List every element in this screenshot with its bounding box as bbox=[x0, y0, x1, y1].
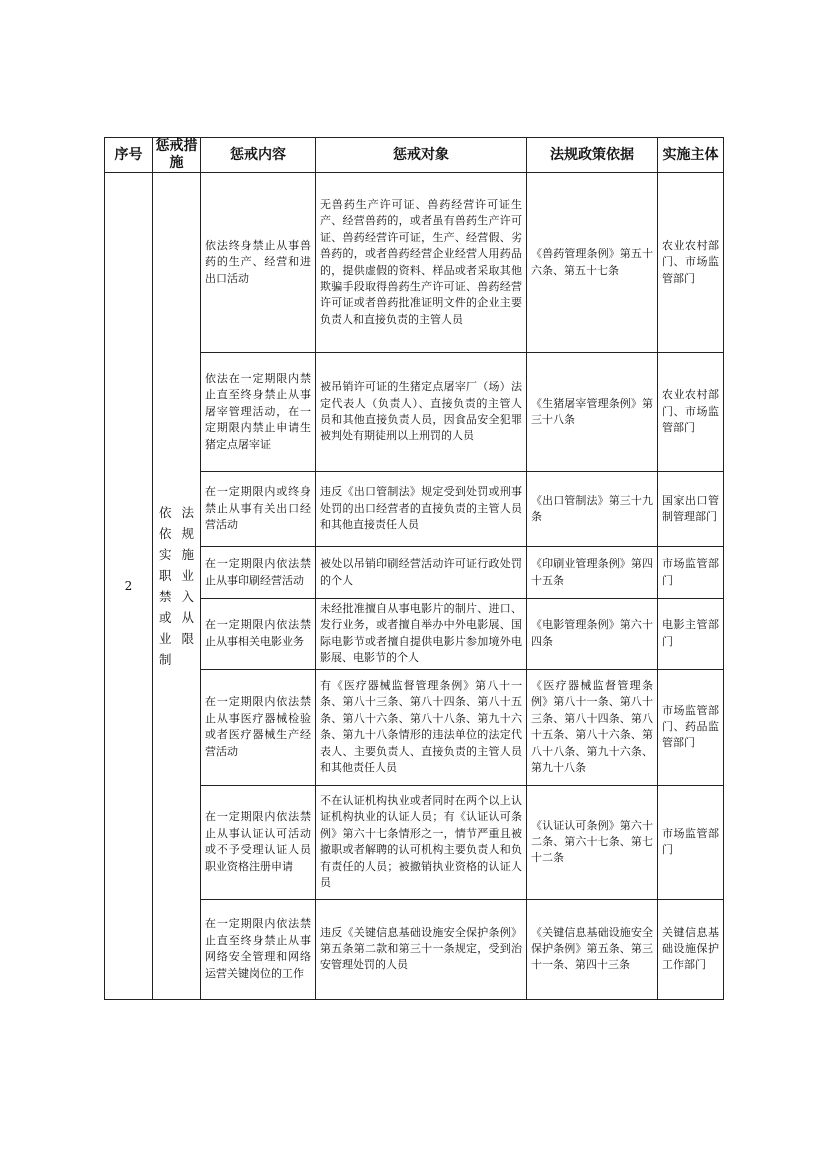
target-text: 违反《出口管制法》规定受到处罚或刑事处罚的出口经营者的直接负责的主管人员和其他直接责任人员 bbox=[320, 485, 522, 532]
content-text: 在一定期限内依法禁止从事相关电影业务 bbox=[205, 618, 311, 648]
basis-text: 《认证认可条例》第六十二条、第六十七条、第七十二条 bbox=[531, 818, 653, 865]
content-cell bbox=[201, 899, 316, 999]
dept-text: 市场监管部门 bbox=[662, 826, 719, 857]
dept-text: 关键信息基础设施保护工作部门 bbox=[662, 925, 719, 972]
target-text: 被吊销许可证的生猪定点屠宰厂（场）法定代表人（负责人）、直接负责的主管人员和其他直接负责人员，因食品安全犯罪被判处有期徒刑以上刑罚的人员 bbox=[320, 380, 522, 443]
basis-cell bbox=[527, 599, 658, 670]
content-cell bbox=[201, 173, 316, 353]
target-cell bbox=[316, 785, 527, 899]
content-cell bbox=[201, 599, 316, 670]
target-cell bbox=[316, 173, 527, 353]
basis-text: 《医疗器械监督管理条例》第八十一条、第八十三条、第八十四条、第八十五条、第八十六条、第八十八条、第九十六条、第九十八条 bbox=[531, 678, 653, 774]
dept-text: 市场监管部门 bbox=[662, 557, 719, 587]
content-cell bbox=[201, 353, 316, 472]
dept-text: 农业农村部门、市场监管部门 bbox=[662, 238, 719, 285]
basis-text: 《出口管制法》第三十九条 bbox=[531, 493, 653, 523]
content-cell bbox=[201, 472, 316, 547]
target-text: 违反《关键信息基础设施安全保护条例》第五条第二款和第三十一条规定，受到治安管理处罚的人员 bbox=[320, 925, 522, 972]
dept-cell bbox=[658, 173, 724, 353]
content-text: 在一定期限内依法禁止直至终身禁止从事网络安全管理和网络运营关键岗位的工作 bbox=[205, 917, 311, 980]
basis-cell bbox=[527, 669, 658, 785]
target-text: 未经批准擅自从事电影片的制片、进口、发行业务，或者擅自举办中外电影展、国际电影节或者擅自提供电影片参加境外电影展、电影节的个人 bbox=[320, 602, 522, 665]
content-cell bbox=[201, 547, 316, 599]
basis-cell bbox=[527, 353, 658, 472]
basis-cell bbox=[527, 472, 658, 547]
dept-cell bbox=[658, 785, 724, 899]
dept-cell bbox=[658, 669, 724, 785]
basis-cell bbox=[527, 785, 658, 899]
content-text: 在一定期限内依法禁止从事医疗器械检验或者医疗器械生产经营活动 bbox=[205, 695, 311, 758]
content-text: 在一定期限内或终身禁止从事有关出口经营活动 bbox=[205, 485, 311, 532]
target-cell bbox=[316, 669, 527, 785]
basis-text: 《生猪屠宰管理条例》第三十八条 bbox=[531, 396, 653, 426]
content-cell bbox=[201, 669, 316, 785]
dept-cell bbox=[658, 353, 724, 472]
basis-cell bbox=[527, 899, 658, 999]
target-cell bbox=[316, 899, 527, 999]
content-text: 在一定期限内依法禁止从事印刷经营活动 bbox=[205, 557, 311, 587]
table-header-row bbox=[105, 138, 724, 173]
dept-text: 市场监管部门、药品监管部门 bbox=[662, 703, 719, 750]
target-cell bbox=[316, 353, 527, 472]
basis-text: 《电影管理条例》第六十四条 bbox=[531, 618, 653, 648]
target-text: 无兽药生产许可证、兽药经营许可证生产、经营兽药的，或者虽有兽药生产许可证、兽药经营许可证，生产、经营假、劣兽药的，或者兽药经营企业经营人用药品的，提供虚假的资料、样品或者采取其他欺骗手段取得兽药生产许可证、兽药经营许可证或者兽药批准证明文件的企业主要负责人和直接负责的主管人员 bbox=[320, 197, 522, 326]
dept-cell bbox=[658, 599, 724, 670]
dept-cell bbox=[658, 547, 724, 599]
target-cell bbox=[316, 599, 527, 670]
content-cell bbox=[201, 785, 316, 899]
target-text: 不在认证机构执业或者同时在两个以上认证机构执业的认证人员；有《认证认可条例》第六十七条情形之一，情节严重且被撤职或者解聘的认可机构主要负责人和负有责任的人员；被撤销执业资格的认证人员 bbox=[320, 793, 522, 889]
basis-text: 《关键信息基础设施安全保护条例》第五条、第三十一条、第四十三条 bbox=[531, 925, 653, 972]
content-text: 依法终身禁止从事兽药的生产、经营和进出口活动 bbox=[205, 238, 311, 285]
header-content: 惩戒内容 bbox=[201, 138, 316, 173]
measure-text: 依法依规实施职业禁入或从业限制 bbox=[159, 504, 194, 667]
target-text: 被处以吊销印刷经营活动许可证行政处罚的个人 bbox=[320, 557, 522, 587]
basis-cell bbox=[527, 173, 658, 353]
basis-text: 《兽药管理条例》第五十六条、第五十七条 bbox=[531, 247, 653, 277]
target-text: 有《医疗器械监督管理条例》第八十一条、第八十三条、第八十四条、第八十五条、第八十六条、第八十八条、第九十六条、第九十八条情形的违法单位的法定代表人、主要负责人、直接负责的主管人员和其他责任人员 bbox=[320, 678, 522, 774]
dept-text: 农业农村部门、市场监管部门 bbox=[662, 388, 719, 435]
dept-cell bbox=[658, 472, 724, 547]
dept-text: 国家出口管制管理部门 bbox=[662, 493, 719, 523]
dept-text: 电影主管部门 bbox=[662, 618, 719, 648]
punishment-table bbox=[104, 137, 724, 1000]
measure-cell bbox=[153, 173, 201, 1000]
basis-text: 《印刷业管理条例》第四十五条 bbox=[531, 557, 653, 587]
header-seq: 序号 bbox=[105, 138, 153, 173]
target-cell bbox=[316, 547, 527, 599]
header-dept: 实施主体 bbox=[658, 138, 724, 173]
target-cell bbox=[316, 472, 527, 547]
content-text: 在一定期限内依法禁止从事认证认可活动或不予受理认证人员职业资格注册申请 bbox=[205, 810, 311, 873]
table-row bbox=[105, 173, 724, 353]
header-target: 惩戒对象 bbox=[316, 138, 527, 173]
header-measure: 惩戒措施 bbox=[153, 138, 201, 173]
content-text: 依法在一定期限内禁止直至终身禁止从事屠宰管理活动，在一定期限内禁止申请生猪定点屠宰证 bbox=[205, 371, 311, 451]
dept-cell bbox=[658, 899, 724, 999]
seq-cell: 2 bbox=[105, 173, 153, 1000]
basis-cell bbox=[527, 547, 658, 599]
header-basis: 法规政策依据 bbox=[527, 138, 658, 173]
